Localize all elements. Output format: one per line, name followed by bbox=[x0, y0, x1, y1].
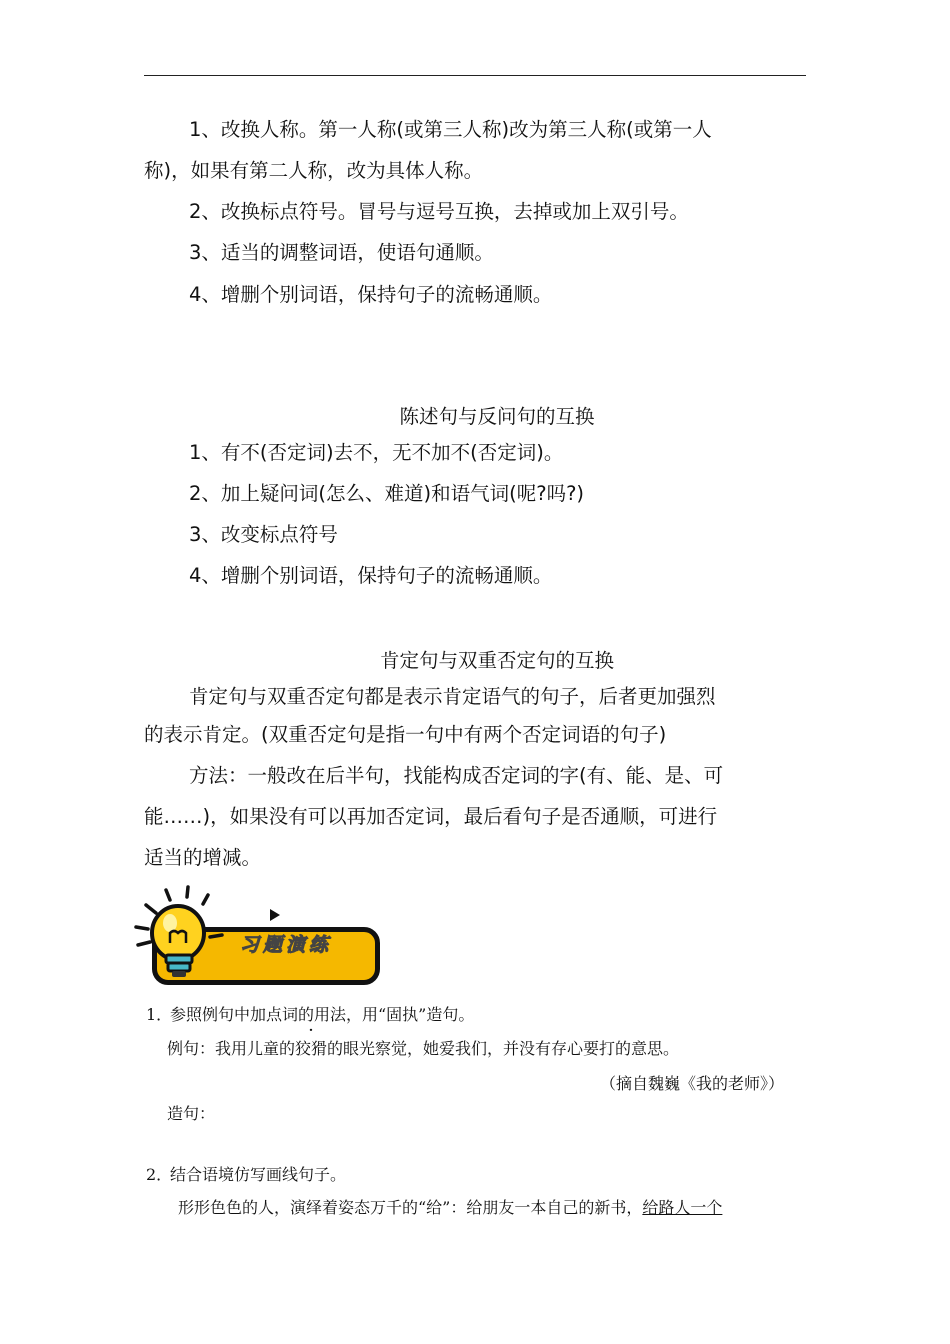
q1-example bbox=[167, 1036, 679, 1059]
section2-item-4: 4、增删个别词语，保持句子的流畅通顺。 bbox=[189, 564, 553, 587]
q1-prompt: 参照例句中加点词的用法，用“固执”造句。 bbox=[170, 1005, 475, 1024]
section2-title: 陈述句与反问句的互换 bbox=[399, 405, 595, 428]
q1-answer-label: 造句： bbox=[167, 1104, 216, 1123]
section3-line-3: 方法：一般改在后半句，找能构成否定词的字(有、能、是、可 bbox=[189, 764, 724, 787]
q1-example-post: 的眼光察觉，她爱我们，并没有存心要打的意思。 bbox=[327, 1039, 680, 1058]
q2-text bbox=[178, 1195, 722, 1218]
section2-item-3: 3、改变标点符号 bbox=[189, 523, 338, 546]
q1-example-pre: 例句：我用儿童的 bbox=[167, 1039, 296, 1058]
banner-label: 习题演练 bbox=[240, 934, 333, 956]
section3-line-5: 适当的增减。 bbox=[144, 846, 262, 869]
header-rule bbox=[144, 75, 806, 76]
section3-line-2: 的表示肯定。(双重否定句是指一句中有两个否定词语的句子) bbox=[144, 723, 667, 746]
section1-item-2: 2、改换标点符号。冒号与逗号互换，去掉或加上双引号。 bbox=[189, 200, 689, 223]
q2-text-underlined: 给路人一个 bbox=[642, 1198, 723, 1217]
section1-item-1: 1、改换人称。第一人称(或第三人称)改为第三人称(或第一人 bbox=[189, 118, 712, 141]
q2-number: 2． bbox=[146, 1165, 173, 1184]
section3-line-1: 肯定句与双重否定句都是表示肯定语气的句子，后者更加强烈 bbox=[189, 685, 716, 708]
section1-item-1-cont: 称)，如果有第二人称，改为具体人称。 bbox=[144, 159, 484, 182]
section1-item-3: 3、适当的调整词语，使语句通顺。 bbox=[189, 241, 494, 264]
q2-text-plain: 形形色色的人，演绎着姿态万千的“给”：给朋友一本自己的新书， bbox=[178, 1198, 643, 1217]
q1-source: （摘自魏巍《我的老师》） bbox=[600, 1074, 785, 1093]
section2-item-2: 2、加上疑问词(怎么、难道)和语气词(呢?吗?) bbox=[189, 482, 585, 505]
section3-title: 肯定句与双重否定句的互换 bbox=[379, 649, 614, 672]
section2-item-1: 1、有不(否定词)去不，无不加不(否定词)。 bbox=[189, 441, 564, 464]
section3-line-4: 能……)，如果没有可以再加否定词，最后看句子是否通顺，可进行 bbox=[144, 805, 718, 828]
section1-item-4: 4、增删个别词语，保持句子的流畅通顺。 bbox=[189, 283, 553, 306]
q1-number: 1． bbox=[146, 1005, 173, 1024]
q1-example-dotted-word: 狡猾 bbox=[295, 1039, 328, 1058]
q2-prompt: 结合语境仿写画线句子。 bbox=[170, 1165, 347, 1184]
